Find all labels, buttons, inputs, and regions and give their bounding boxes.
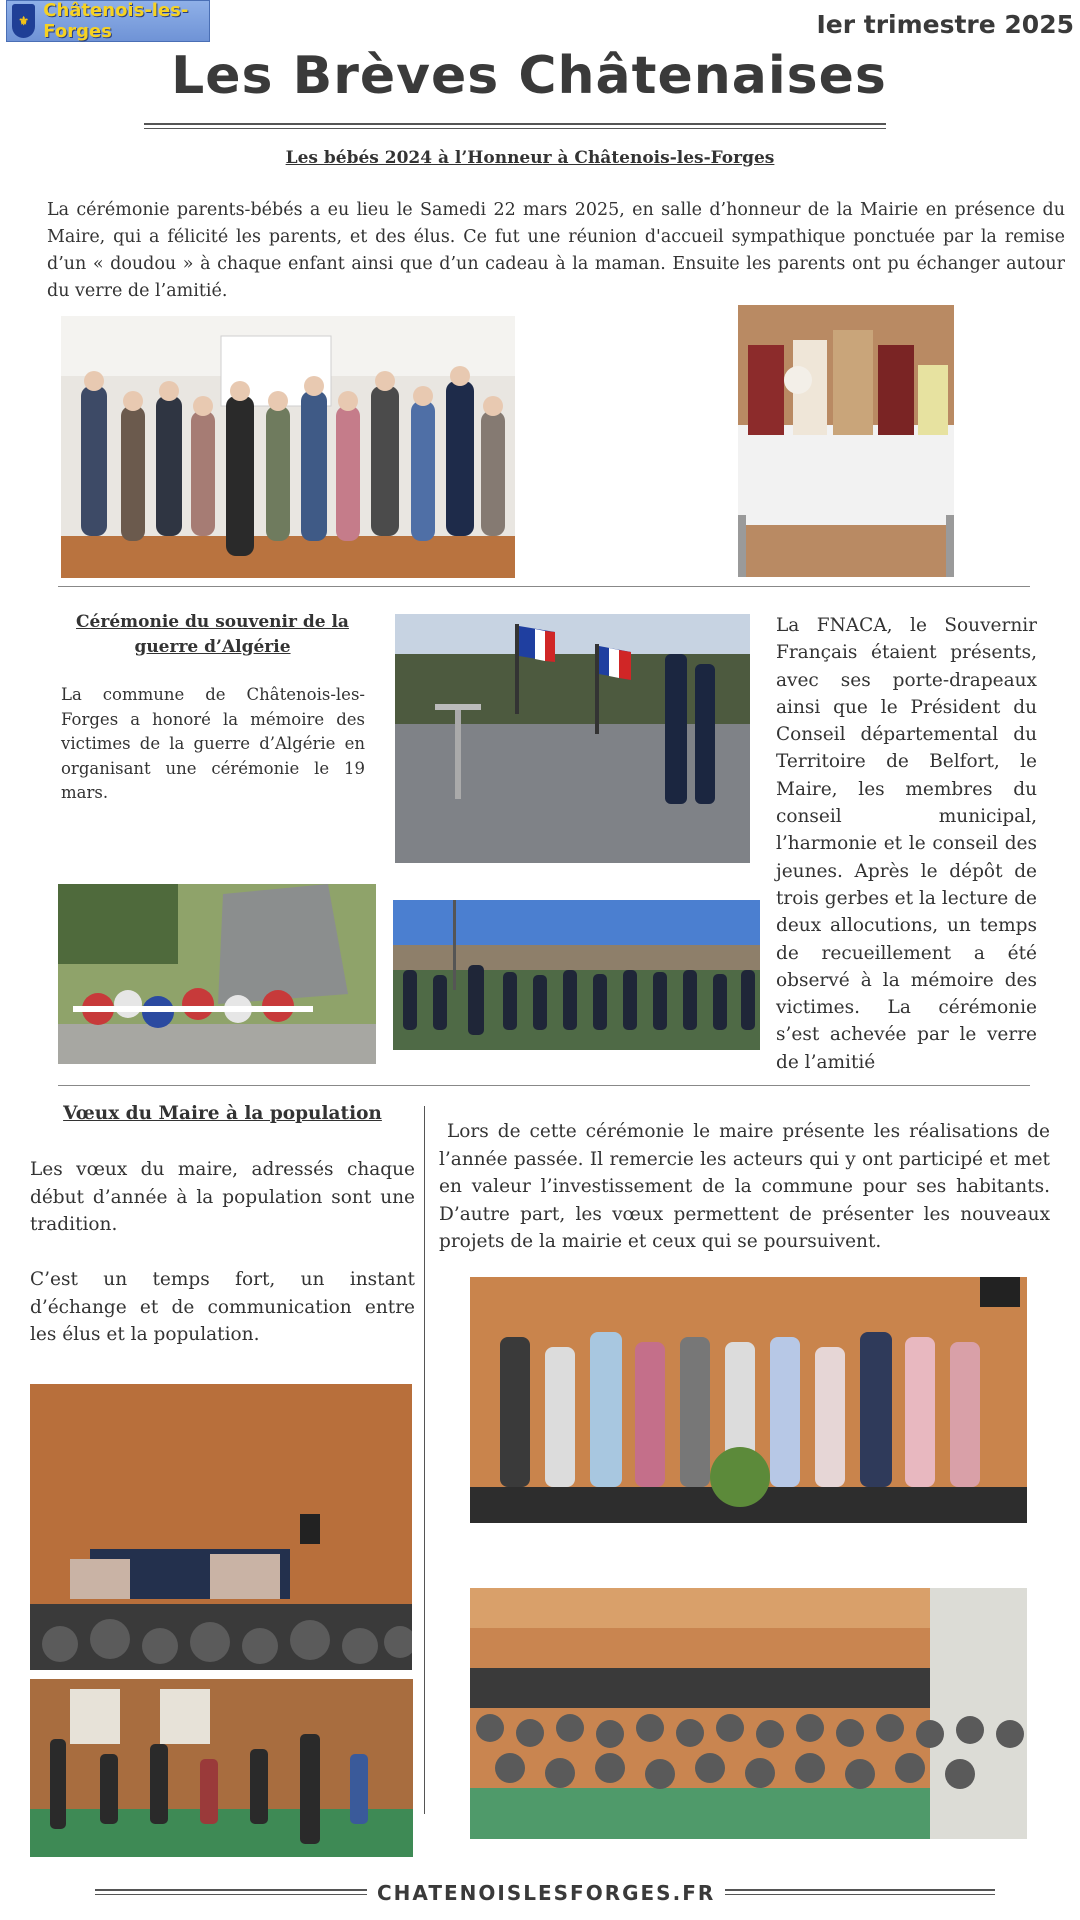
coat-of-arms-icon: ⚜ bbox=[12, 4, 35, 38]
section-body-babies: La cérémonie parents-bébés a eu lieu le Samedi 22 mars 2025, en salle d’honneur de la Mairie en présence du Maire, qui a félicité les parents, et des élus. Ce fut une réunion d'accueil sympathique ponctuée par la remise d’un « doudou » à chaque enfant ainsi que d’un cadeau à la maman. Ensuite les parents ont pu échanger autour du verre de l’amitié. bbox=[47, 200, 1065, 301]
footer-rule-right bbox=[725, 1889, 995, 1895]
newsletter-title: Les Brèves Châtenaises bbox=[171, 46, 887, 106]
photo-audience-hall bbox=[470, 1588, 1027, 1839]
section-body-algeria-left: La commune de Châtenois-les-Forges a honoré la mémoire des victimes de la guerre d’Algérie en organisant une cérémonie le 19 mars. bbox=[61, 685, 365, 802]
photo-ceremony-crowd bbox=[393, 900, 760, 1050]
logo-text: Châtenois-les-Forges bbox=[43, 0, 189, 42]
divider bbox=[58, 1085, 1030, 1086]
town-logo bbox=[6, 0, 210, 42]
masthead-rule bbox=[144, 123, 886, 129]
photo-harmonie-orchestra bbox=[30, 1679, 413, 1857]
footer-website: CHATENOISLESFORGES.FR bbox=[377, 1881, 716, 1905]
column-divider bbox=[424, 1106, 425, 1814]
section-body-wishes-left-2: C’est un temps fort, un instant d’échange et de communication entre les élus et la population. bbox=[30, 1269, 415, 1345]
photo-flag-bearers bbox=[395, 614, 750, 863]
section-body-wishes-left-1: Les vœux du maire, adressés chaque début d’année à la population sont une tradition. bbox=[30, 1159, 415, 1235]
section-body-wishes-right: Lors de cette cérémonie le maire présente les réalisations de l’année passée. Il remercie les acteurs qui y ont participé et met en valeur l’investissement de la commune pour ses habitants. D’autre part, les vœux permettent de présenter les nouveaux projets de la mairie et ceux qui se poursuivent. bbox=[439, 1121, 1050, 1252]
section-body-algeria-right: La FNACA, le Souvernir Français étaient présents, avec ses porte-drapeaux ainsi que le Président du Conseil départemental du Territoire de Belfort, le Maire, les membres du conseil municipal, l’harmonie et le conseil des jeunes. Après le dépôt de trois gerbes et la lecture de deux allocutions, un temps de recueillement a été observé à la mémoire des victimes. La cérémonie s’est achevée par le verre de l’amitié bbox=[776, 615, 1037, 1073]
issue-quarter: Ier trimestre 2025 bbox=[816, 10, 1074, 39]
footer-rule-left bbox=[95, 1889, 367, 1895]
photo-babies-group bbox=[61, 316, 515, 578]
photo-memorial-stone bbox=[58, 884, 376, 1064]
divider bbox=[58, 586, 1030, 587]
photo-stage-ceremony bbox=[30, 1384, 412, 1670]
section-title-wishes: Vœux du Maire à la population bbox=[63, 1103, 382, 1124]
photo-gifts-table bbox=[738, 305, 954, 577]
section-title-babies: Les bébés 2024 à l’Honneur à Châtenois-les-Forges bbox=[285, 148, 775, 168]
photo-youth-council bbox=[470, 1277, 1027, 1523]
section-title-algeria: Cérémonie du souvenir de la guerre d’Algérie bbox=[76, 612, 349, 657]
